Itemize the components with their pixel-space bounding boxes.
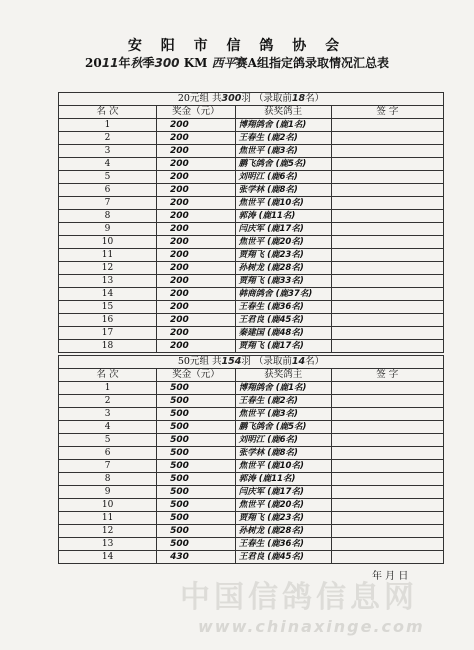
winner-cell-value: 韩商鸽舍 (鹿37名) xyxy=(238,289,313,299)
winner-cell xyxy=(235,525,331,538)
rank-cell: 3 xyxy=(59,408,157,421)
form-title xyxy=(0,54,474,71)
prize-cell-value: 500 xyxy=(170,435,189,445)
col-prize: 奖金（元） xyxy=(157,369,236,382)
signature-cell xyxy=(331,512,443,525)
table-row xyxy=(59,460,444,473)
prize-cell xyxy=(157,408,236,421)
winner-cell xyxy=(235,551,331,564)
group-50-label-suffix: 名） xyxy=(305,356,325,367)
prize-cell-value: 500 xyxy=(170,383,189,393)
prize-cell-value: 200 xyxy=(170,328,189,338)
prize-cell xyxy=(157,262,236,275)
table-row xyxy=(59,249,444,262)
rank-cell: 7 xyxy=(59,197,157,210)
signature-cell xyxy=(331,473,443,486)
winner-cell-value: 郭涛 (鹿11名) xyxy=(238,474,296,484)
winner-cell-value: 闫庆军 (鹿17名) xyxy=(238,487,304,497)
prize-cell xyxy=(157,499,236,512)
table-row xyxy=(59,473,444,486)
prize-cell xyxy=(157,223,236,236)
rank-cell: 16 xyxy=(59,314,157,327)
prize-cell xyxy=(157,275,236,288)
signature-cell xyxy=(331,434,443,447)
winner-cell xyxy=(235,460,331,473)
winner-cell-value: 刘明江 (鹿6名) xyxy=(238,172,298,182)
group-20-label-mid: 羽 （录取前 xyxy=(241,93,292,104)
rank-cell: 1 xyxy=(59,382,157,395)
signature-cell xyxy=(331,447,443,460)
watermark-logo: 中国信鸽信息网 xyxy=(180,580,418,615)
rank-cell: 12 xyxy=(59,262,157,275)
prize-cell xyxy=(157,288,236,301)
prize-cell-value: 500 xyxy=(170,409,189,419)
group-50-label: 50元组 共 xyxy=(177,356,222,367)
prize-cell xyxy=(157,236,236,249)
prize-cell-value: 200 xyxy=(170,250,189,260)
winner-cell xyxy=(235,486,331,499)
prize-cell-value: 200 xyxy=(170,289,189,299)
winner-cell xyxy=(235,447,331,460)
winner-cell-value: 博翔鸽舍 (鹿1名) xyxy=(238,120,307,130)
col-rank: 名 次 xyxy=(59,106,157,119)
title-season: 秋 xyxy=(130,56,143,70)
prize-cell xyxy=(157,197,236,210)
title-year-prefix: 20 xyxy=(85,56,102,70)
winner-cell xyxy=(235,236,331,249)
prize-cell xyxy=(157,314,236,327)
table-row xyxy=(59,275,444,288)
signature-cell xyxy=(331,249,443,262)
prize-cell xyxy=(157,447,236,460)
winner-cell xyxy=(235,301,331,314)
title-place: 西平 xyxy=(211,56,236,70)
table-row xyxy=(59,262,444,275)
rank-cell: 2 xyxy=(59,395,157,408)
group-20-count: 300 xyxy=(221,93,242,104)
prize-cell-value: 200 xyxy=(170,172,189,182)
winner-cell xyxy=(235,145,331,158)
winner-cell-value: 贾翔飞 (鹿23名) xyxy=(238,513,304,523)
group-50-column-headers xyxy=(59,369,444,382)
table-row xyxy=(59,382,444,395)
table-row xyxy=(59,158,444,171)
prize-cell xyxy=(157,327,236,340)
prize-cell-value: 500 xyxy=(170,448,189,458)
winner-cell-value: 王春生 (鹿2名) xyxy=(238,396,298,406)
winner-cell xyxy=(235,262,331,275)
winner-cell xyxy=(235,197,331,210)
prize-cell-value: 200 xyxy=(170,263,189,273)
signature-cell xyxy=(331,340,443,353)
rank-cell: 6 xyxy=(59,447,157,460)
col-prize: 奖金（元） xyxy=(157,106,236,119)
group-20-table xyxy=(58,92,444,353)
title-distance: 300 xyxy=(154,56,180,70)
rank-cell: 3 xyxy=(59,145,157,158)
prize-cell xyxy=(157,145,236,158)
title-text-4: 赛A组指定鸽录取情况汇总表 xyxy=(235,56,389,70)
rank-cell: 15 xyxy=(59,301,157,314)
title-text-3: KM xyxy=(179,56,212,70)
winner-cell xyxy=(235,499,331,512)
table-row xyxy=(59,538,444,551)
winner-cell-value: 贾翔飞 (鹿23名) xyxy=(238,250,304,260)
watermark-url: www.chinaxinge.com xyxy=(198,617,425,636)
prize-cell xyxy=(157,486,236,499)
prize-cell-value: 200 xyxy=(170,185,189,195)
winner-cell-value: 焦世平 (鹿20名) xyxy=(238,500,304,510)
prize-cell-value: 200 xyxy=(170,224,189,234)
prize-cell xyxy=(157,538,236,551)
rank-cell: 9 xyxy=(59,486,157,499)
winner-cell xyxy=(235,158,331,171)
rank-cell: 8 xyxy=(59,473,157,486)
prize-cell-value: 200 xyxy=(170,315,189,325)
signature-cell xyxy=(331,408,443,421)
table-row xyxy=(59,327,444,340)
rank-cell: 2 xyxy=(59,132,157,145)
signature-cell xyxy=(331,197,443,210)
winner-cell-value: 王春生 (鹿36名) xyxy=(238,302,304,312)
prize-cell-value: 200 xyxy=(170,276,189,286)
signature-cell xyxy=(331,538,443,551)
prize-cell-value: 200 xyxy=(170,341,189,351)
winner-cell xyxy=(235,288,331,301)
winner-cell-value: 孙树龙 (鹿28名) xyxy=(238,263,304,273)
winner-cell-value: 秦建国 (鹿48名) xyxy=(238,328,304,338)
table-row xyxy=(59,421,444,434)
table-row xyxy=(59,171,444,184)
prize-cell xyxy=(157,340,236,353)
prize-cell-value: 200 xyxy=(170,159,189,169)
table-row xyxy=(59,119,444,132)
group-20-header xyxy=(59,93,444,106)
winner-cell xyxy=(235,395,331,408)
rank-cell: 18 xyxy=(59,340,157,353)
table-row xyxy=(59,486,444,499)
prize-cell-value: 500 xyxy=(170,396,189,406)
table-row xyxy=(59,447,444,460)
rank-cell: 7 xyxy=(59,460,157,473)
winner-cell xyxy=(235,223,331,236)
winner-cell-value: 郭涛 (鹿11名) xyxy=(238,211,296,221)
signature-cell xyxy=(331,301,443,314)
prize-cell xyxy=(157,525,236,538)
signature-cell xyxy=(331,262,443,275)
signature-cell xyxy=(331,275,443,288)
winner-cell-value: 张学林 (鹿8名) xyxy=(238,185,298,195)
prize-cell xyxy=(157,249,236,262)
rank-cell: 11 xyxy=(59,512,157,525)
signature-cell xyxy=(331,486,443,499)
winner-cell-value: 焦世平 (鹿3名) xyxy=(238,146,298,156)
signature-cell xyxy=(331,382,443,395)
prize-cell-value: 200 xyxy=(170,120,189,130)
prize-cell-value: 500 xyxy=(170,513,189,523)
signature-cell xyxy=(331,288,443,301)
prize-cell-value: 500 xyxy=(170,422,189,432)
rank-cell: 13 xyxy=(59,275,157,288)
prize-cell xyxy=(157,382,236,395)
winner-cell xyxy=(235,538,331,551)
prize-cell xyxy=(157,551,236,564)
group-20-label-suffix: 名） xyxy=(305,93,325,104)
table-row xyxy=(59,395,444,408)
signature-cell xyxy=(331,236,443,249)
prize-cell xyxy=(157,460,236,473)
winner-cell xyxy=(235,340,331,353)
table-row xyxy=(59,210,444,223)
prize-cell xyxy=(157,171,236,184)
prize-cell xyxy=(157,473,236,486)
table-row xyxy=(59,408,444,421)
prize-cell-value: 200 xyxy=(170,237,189,247)
winner-cell xyxy=(235,512,331,525)
winner-cell xyxy=(235,314,331,327)
table-row xyxy=(59,236,444,249)
prize-cell xyxy=(157,210,236,223)
group-50-admitted: 14 xyxy=(291,356,306,367)
prize-cell xyxy=(157,158,236,171)
prize-cell xyxy=(157,132,236,145)
table-row xyxy=(59,551,444,564)
winner-cell-value: 焦世平 (鹿10名) xyxy=(238,198,304,208)
signature-cell xyxy=(331,421,443,434)
signature-cell xyxy=(331,460,443,473)
table-row xyxy=(59,340,444,353)
prize-cell-value: 200 xyxy=(170,133,189,143)
rank-cell: 5 xyxy=(59,171,157,184)
signature-cell xyxy=(331,184,443,197)
table-row xyxy=(59,499,444,512)
table-row xyxy=(59,132,444,145)
group-20-admitted: 18 xyxy=(291,93,306,104)
prize-cell-value: 430 xyxy=(170,552,189,562)
col-sign: 签 字 xyxy=(331,369,443,382)
rank-cell: 4 xyxy=(59,421,157,434)
prize-cell-value: 500 xyxy=(170,539,189,549)
prize-cell xyxy=(157,512,236,525)
prize-cell xyxy=(157,421,236,434)
signature-cell xyxy=(331,327,443,340)
prize-cell xyxy=(157,434,236,447)
rank-cell: 11 xyxy=(59,249,157,262)
signature-cell xyxy=(331,551,443,564)
col-winner: 获奖鸽主 xyxy=(235,106,331,119)
winner-cell xyxy=(235,184,331,197)
rank-cell: 10 xyxy=(59,236,157,249)
winner-cell xyxy=(235,408,331,421)
prize-cell-value: 500 xyxy=(170,500,189,510)
prize-cell-value: 200 xyxy=(170,211,189,221)
signature-cell xyxy=(331,499,443,512)
rank-cell: 6 xyxy=(59,184,157,197)
table-row xyxy=(59,223,444,236)
date-line: 年 月 日 xyxy=(372,571,409,582)
prize-cell-value: 500 xyxy=(170,461,189,471)
winner-cell xyxy=(235,327,331,340)
signature-cell xyxy=(331,158,443,171)
signature-cell xyxy=(331,223,443,236)
table-row xyxy=(59,512,444,525)
prize-cell-value: 500 xyxy=(170,526,189,536)
winner-cell-value: 鹏飞鸽舍 (鹿5名) xyxy=(238,159,307,169)
group-50-count: 154 xyxy=(221,356,242,367)
association-title: 安 阳 市 信 鸽 协 会 xyxy=(127,38,347,54)
signature-cell xyxy=(331,210,443,223)
winner-cell-value: 王春生 (鹿36名) xyxy=(238,539,304,549)
table-row xyxy=(59,145,444,158)
winner-cell-value: 王春生 (鹿2名) xyxy=(238,133,298,143)
winner-cell xyxy=(235,132,331,145)
title-text-1: 年 xyxy=(118,56,131,70)
rank-cell: 1 xyxy=(59,119,157,132)
title-text-2: 季 xyxy=(142,56,155,70)
signature-cell xyxy=(331,314,443,327)
rank-cell: 14 xyxy=(59,551,157,564)
rank-cell: 10 xyxy=(59,499,157,512)
table-row xyxy=(59,314,444,327)
rank-cell: 17 xyxy=(59,327,157,340)
winner-cell-value: 孙树龙 (鹿28名) xyxy=(238,526,304,536)
prize-cell-value: 500 xyxy=(170,474,189,484)
winner-cell xyxy=(235,275,331,288)
winner-cell-value: 刘明江 (鹿6名) xyxy=(238,435,298,445)
col-winner: 获奖鸽主 xyxy=(235,369,331,382)
rank-cell: 9 xyxy=(59,223,157,236)
winner-cell-value: 王君良 (鹿45名) xyxy=(238,552,304,562)
winner-cell xyxy=(235,421,331,434)
signature-cell xyxy=(331,525,443,538)
prize-cell-value: 200 xyxy=(170,146,189,156)
col-rank: 名 次 xyxy=(59,369,157,382)
winner-cell-value: 贾翔飞 (鹿33名) xyxy=(238,276,304,286)
winner-cell xyxy=(235,119,331,132)
winner-cell xyxy=(235,473,331,486)
group-50-table xyxy=(58,355,444,564)
winner-cell-value: 博翔鸽舍 (鹿1名) xyxy=(238,383,307,393)
winner-cell-value: 鹏飞鸽舍 (鹿5名) xyxy=(238,422,307,432)
winner-cell xyxy=(235,249,331,262)
table-row xyxy=(59,301,444,314)
table-row xyxy=(59,184,444,197)
winner-cell-value: 王君良 (鹿45名) xyxy=(238,315,304,325)
title-year: 11 xyxy=(101,56,119,70)
winner-cell xyxy=(235,171,331,184)
winner-cell xyxy=(235,210,331,223)
winner-cell xyxy=(235,434,331,447)
winner-cell-value: 贾翔飞 (鹿17名) xyxy=(238,341,304,351)
group-50-header xyxy=(59,356,444,369)
winner-cell-value: 焦世平 (鹿20名) xyxy=(238,237,304,247)
signature-cell xyxy=(331,119,443,132)
prize-cell xyxy=(157,395,236,408)
group-50-label-mid: 羽 （录取前 xyxy=(241,356,292,367)
rank-cell: 4 xyxy=(59,158,157,171)
group-20-column-headers xyxy=(59,106,444,119)
rank-cell: 13 xyxy=(59,538,157,551)
signature-cell xyxy=(331,132,443,145)
prize-cell xyxy=(157,184,236,197)
winner-cell-value: 张学林 (鹿8名) xyxy=(238,448,298,458)
prize-cell xyxy=(157,119,236,132)
winner-cell-value: 焦世平 (鹿3名) xyxy=(238,409,298,419)
prize-cell-value: 200 xyxy=(170,302,189,312)
signature-cell xyxy=(331,171,443,184)
rank-cell: 8 xyxy=(59,210,157,223)
group-20-label: 20元组 共 xyxy=(177,93,222,104)
rank-cell: 12 xyxy=(59,525,157,538)
prize-cell-value: 200 xyxy=(170,198,189,208)
rank-cell: 14 xyxy=(59,288,157,301)
winner-cell xyxy=(235,382,331,395)
winner-cell-value: 焦世平 (鹿10名) xyxy=(238,461,304,471)
col-sign: 签 字 xyxy=(331,106,443,119)
winner-cell-value: 闫庆军 (鹿17名) xyxy=(238,224,304,234)
table-row xyxy=(59,525,444,538)
table-row xyxy=(59,288,444,301)
signature-cell xyxy=(331,145,443,158)
prize-cell-value: 500 xyxy=(170,487,189,497)
table-row xyxy=(59,434,444,447)
prize-cell xyxy=(157,301,236,314)
signature-cell xyxy=(331,395,443,408)
table-row xyxy=(59,197,444,210)
rank-cell: 5 xyxy=(59,434,157,447)
